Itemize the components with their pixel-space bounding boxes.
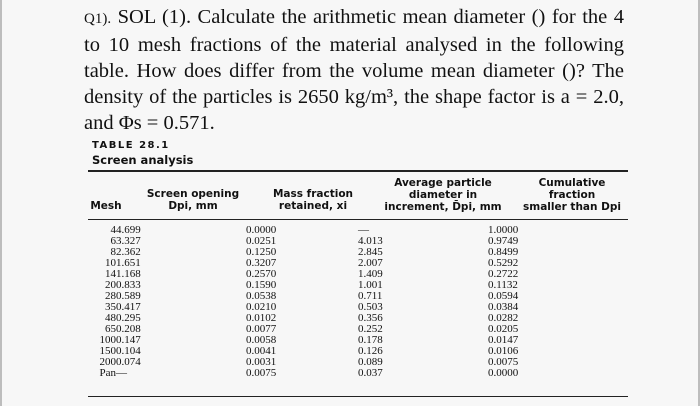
cell-mass-fraction: 0.0102	[246, 312, 277, 324]
cell-screen-opening: 0.833	[116, 279, 141, 291]
cell-cumulative-fraction: 0.1132	[488, 279, 518, 291]
cell-mass-fraction: 0.3207	[246, 257, 277, 269]
table-caption: Screen analysis	[92, 153, 194, 167]
header-screen-opening	[138, 188, 248, 212]
table-bottom-rule	[88, 396, 628, 397]
question-body: SOL (1). Calculate the arithmetic mean diameter () for the 4 to 10 mesh fractions of the material analysed in the following table. How does differ from the volume mean diameter ()? The density of the particles is 2650 kg/m³, the shape factor is a = 2.0, and Φs = 0.571.	[84, 6, 624, 134]
table-body	[88, 225, 628, 379]
cell-screen-opening: 0.589	[116, 290, 141, 302]
question-text-block	[84, 4, 624, 136]
header-cumulative-fraction-line1: Cumulative	[538, 177, 606, 189]
cell-screen-opening: 4.699	[116, 224, 141, 236]
cell-cumulative-fraction: 0.0147	[488, 334, 519, 346]
cell-average-diameter: 0.503	[358, 301, 383, 313]
cell-mesh: 14	[105, 268, 116, 280]
cell-mass-fraction: 0.0538	[246, 290, 277, 302]
cell-cumulative-fraction: 0.0075	[488, 356, 519, 368]
cell-mass-fraction: 0.0210	[246, 301, 277, 313]
cell-average-diameter: 0.252	[358, 323, 383, 335]
cell-average-diameter: 0.089	[358, 356, 383, 368]
cell-mass-fraction: 0.0077	[246, 323, 277, 335]
cell-average-diameter: 2.007	[358, 257, 383, 269]
cell-average-diameter: 4.013	[358, 235, 383, 247]
screen-analysis-table	[88, 225, 628, 379]
table-top-rule	[88, 170, 628, 172]
cell-mesh: 200	[99, 356, 116, 368]
cell-mesh: 6	[110, 235, 116, 247]
header-screen-opening-line1: Screen opening	[146, 188, 240, 200]
cell-average-diameter: 0.126	[358, 345, 383, 357]
header-cumulative-fraction	[516, 177, 628, 213]
cell-mesh: 35	[105, 301, 116, 313]
cell-average-diameter: 0.037	[358, 367, 383, 379]
cell-cumulative-fraction: 0.2722	[488, 268, 519, 280]
cell-mesh: 28	[105, 290, 116, 302]
header-cumulative-fraction-line3: smaller than Dpi	[523, 201, 621, 213]
cell-mesh: 20	[105, 279, 116, 291]
cell-mass-fraction: 0.1590	[246, 279, 277, 291]
cell-screen-opening: 2.362	[116, 246, 141, 258]
header-mass-fraction-line1: Mass fraction	[272, 188, 354, 200]
cell-mass-fraction: 0.0251	[246, 235, 277, 247]
header-average-diameter-line1: Average particle	[394, 177, 492, 189]
cell-average-diameter: 0.178	[358, 334, 383, 346]
cell-mesh: Pan	[99, 367, 116, 379]
cell-screen-opening: 0.295	[116, 312, 141, 324]
cell-screen-opening: —	[116, 367, 127, 379]
cell-mesh: 100	[99, 334, 116, 346]
cell-average-diameter: 0.711	[358, 290, 383, 302]
cell-cumulative-fraction: 0.9749	[488, 235, 519, 247]
header-mesh-text: Mesh	[90, 200, 122, 212]
cell-mass-fraction: 0.2570	[246, 268, 277, 280]
cell-average-diameter: —	[358, 224, 369, 236]
header-cumulative-fraction-line2: fraction	[548, 189, 596, 201]
cell-mass-fraction: 0.1250	[246, 246, 277, 258]
cell-mass-fraction: 0.0000	[246, 224, 277, 236]
cell-average-diameter: 1.001	[358, 279, 383, 291]
cell-mass-fraction: 0.0041	[246, 345, 277, 357]
table-number: TABLE 28.1	[92, 140, 170, 151]
table-header-rule	[88, 219, 628, 220]
cell-mesh: 65	[105, 323, 116, 335]
header-average-diameter-line3: increment, D̄pi, mm	[384, 201, 502, 213]
header-mass-fraction	[258, 188, 368, 212]
cell-cumulative-fraction: 0.0205	[488, 323, 519, 335]
cell-mass-fraction: 0.0031	[246, 356, 277, 368]
header-screen-opening-line2: Dpi, mm	[168, 200, 218, 212]
cell-screen-opening: 0.104	[116, 345, 141, 357]
cell-screen-opening: 0.074	[116, 356, 141, 368]
cell-screen-opening: 1.168	[116, 268, 141, 280]
left-edge-shadow	[0, 0, 2, 406]
cell-mesh: 48	[105, 312, 116, 324]
cell-cumulative-fraction: 0.0000	[488, 367, 519, 379]
header-average-diameter	[378, 177, 508, 213]
cell-screen-opening: 0.208	[116, 323, 141, 335]
cell-cumulative-fraction: 0.0384	[488, 301, 519, 313]
table-row	[88, 368, 628, 379]
cell-cumulative-fraction: 1.0000	[488, 224, 519, 236]
cell-average-diameter: 2.845	[358, 246, 383, 258]
header-mass-fraction-line2: retained, xi	[278, 200, 348, 212]
cell-average-diameter: 0.356	[358, 312, 383, 324]
cell-screen-opening: 0.417	[116, 301, 141, 313]
cell-cumulative-fraction: 0.0106	[488, 345, 519, 357]
cell-cumulative-fraction: 0.5292	[488, 257, 519, 269]
header-average-diameter-line2: diameter in	[408, 189, 478, 201]
cell-mass-fraction: 0.0075	[246, 367, 277, 379]
cell-mesh: 150	[99, 345, 116, 357]
header-mesh	[88, 200, 124, 212]
question-number: Q1).	[84, 11, 112, 27]
cell-cumulative-fraction: 0.0594	[488, 290, 519, 302]
cell-mesh: 10	[105, 257, 116, 269]
cell-cumulative-fraction: 0.8499	[488, 246, 519, 258]
table-title-block	[92, 140, 193, 167]
cell-screen-opening: 1.651	[116, 257, 141, 269]
cell-average-diameter: 1.409	[358, 268, 383, 280]
cell-mass-fraction: 0.0058	[246, 334, 277, 346]
cell-cumulative-fraction: 0.0282	[488, 312, 519, 324]
cell-mesh: 8	[110, 246, 116, 258]
cell-screen-opening: 0.147	[116, 334, 141, 346]
cell-mesh: 4	[110, 224, 116, 236]
cell-screen-opening: 3.327	[116, 235, 141, 247]
